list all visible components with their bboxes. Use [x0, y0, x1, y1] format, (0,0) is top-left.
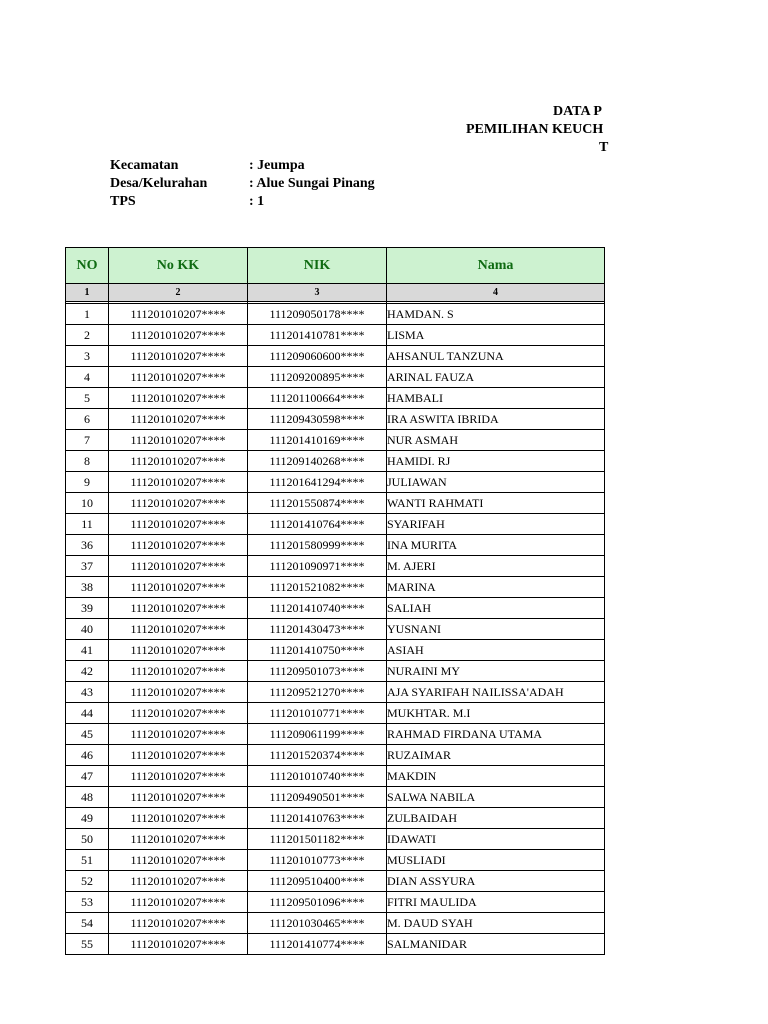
table-row — [66, 619, 605, 640]
column-number: 3 — [248, 284, 387, 302]
table-row — [66, 304, 605, 325]
nama-cell: MUSLIADI — [387, 850, 605, 871]
no-kk-cell: 111201010207**** — [109, 409, 248, 430]
row-number-cell: 37 — [66, 556, 109, 577]
nama-cell: M. AJERI — [387, 556, 605, 577]
row-number-cell: 43 — [66, 682, 109, 703]
tps-label: TPS — [110, 194, 136, 209]
nama-cell: MUKHTAR. M.I — [387, 703, 605, 724]
nik-cell: 111201550874**** — [248, 493, 387, 514]
row-number-cell: 7 — [66, 430, 109, 451]
table-body — [66, 304, 605, 955]
row-number-cell: 53 — [66, 892, 109, 913]
table-row — [66, 535, 605, 556]
nik-cell: 111201010771**** — [248, 703, 387, 724]
table-row — [66, 766, 605, 787]
row-number-cell: 3 — [66, 346, 109, 367]
row-number-cell: 4 — [66, 367, 109, 388]
row-number-cell: 41 — [66, 640, 109, 661]
column-number: 4 — [387, 284, 605, 302]
table-row — [66, 388, 605, 409]
nama-cell: HAMDAN. S — [387, 304, 605, 325]
table-row — [66, 934, 605, 955]
table-row — [66, 829, 605, 850]
nik-cell: 111201010773**** — [248, 850, 387, 871]
no-kk-cell: 111201010207**** — [109, 913, 248, 934]
table-row — [66, 892, 605, 913]
header-nama: Nama — [387, 248, 605, 284]
nik-cell: 111201010740**** — [248, 766, 387, 787]
table-row — [66, 808, 605, 829]
nama-cell: RAHMAD FIRDANA UTAMA — [387, 724, 605, 745]
table-row — [66, 598, 605, 619]
document-title-line-3: T — [599, 140, 609, 155]
row-number-cell: 55 — [66, 934, 109, 955]
row-number-cell: 39 — [66, 598, 109, 619]
nama-cell: SALIAH — [387, 598, 605, 619]
table-row — [66, 850, 605, 871]
nik-cell: 111201410740**** — [248, 598, 387, 619]
nama-cell: M. DAUD SYAH — [387, 913, 605, 934]
row-number-cell: 8 — [66, 451, 109, 472]
nama-cell: MAKDIN — [387, 766, 605, 787]
row-number-cell: 6 — [66, 409, 109, 430]
row-number-cell: 49 — [66, 808, 109, 829]
table-row — [66, 325, 605, 346]
nik-cell: 111209061199**** — [248, 724, 387, 745]
nama-cell: WANTI RAHMATI — [387, 493, 605, 514]
nama-cell: ZULBAIDAH — [387, 808, 605, 829]
row-number-cell: 51 — [66, 850, 109, 871]
desa-row — [110, 175, 375, 193]
table-row — [66, 493, 605, 514]
table-row — [66, 640, 605, 661]
nama-cell: ASIAH — [387, 640, 605, 661]
nik-cell: 111209060600**** — [248, 346, 387, 367]
document-title-line-2: PEMILIHAN KEUCH — [466, 122, 604, 137]
nik-cell: 111201580999**** — [248, 535, 387, 556]
table-row — [66, 787, 605, 808]
table-row — [66, 346, 605, 367]
nik-cell: 111209140268**** — [248, 451, 387, 472]
tps-value: : 1 — [249, 194, 265, 209]
no-kk-cell: 111201010207**** — [109, 661, 248, 682]
location-info — [110, 157, 375, 211]
table-row — [66, 745, 605, 766]
no-kk-cell: 111201010207**** — [109, 808, 248, 829]
nama-cell: AHSANUL TANZUNA — [387, 346, 605, 367]
no-kk-cell: 111201010207**** — [109, 430, 248, 451]
nama-cell: MARINA — [387, 577, 605, 598]
no-kk-cell: 111201010207**** — [109, 682, 248, 703]
document-title-line-1: DATA P — [553, 104, 602, 119]
nik-cell: 111209200895**** — [248, 367, 387, 388]
nama-cell: SALWA NABILA — [387, 787, 605, 808]
nik-cell: 111209501096**** — [248, 892, 387, 913]
nama-cell: SALMANIDAR — [387, 934, 605, 955]
nik-cell: 111201030465**** — [248, 913, 387, 934]
row-number-cell: 45 — [66, 724, 109, 745]
no-kk-cell: 111201010207**** — [109, 724, 248, 745]
nik-cell: 111201410169**** — [248, 430, 387, 451]
row-number-cell: 54 — [66, 913, 109, 934]
row-number-cell: 47 — [66, 766, 109, 787]
row-number-cell: 9 — [66, 472, 109, 493]
nama-cell: IDAWATI — [387, 829, 605, 850]
no-kk-cell: 111201010207**** — [109, 535, 248, 556]
no-kk-cell: 111201010207**** — [109, 556, 248, 577]
no-kk-cell: 111201010207**** — [109, 703, 248, 724]
row-number-cell: 40 — [66, 619, 109, 640]
nama-cell: HAMBALI — [387, 388, 605, 409]
nik-cell: 111209510400**** — [248, 871, 387, 892]
table-row — [66, 514, 605, 535]
nama-cell: YUSNANI — [387, 619, 605, 640]
kecamatan-label: Kecamatan — [110, 158, 179, 173]
nama-cell: HAMIDI. RJ — [387, 451, 605, 472]
table-row — [66, 556, 605, 577]
row-number-cell: 10 — [66, 493, 109, 514]
voter-table — [65, 247, 605, 955]
no-kk-cell: 111201010207**** — [109, 892, 248, 913]
no-kk-cell: 111201010207**** — [109, 367, 248, 388]
no-kk-cell: 111201010207**** — [109, 577, 248, 598]
nik-cell: 111201100664**** — [248, 388, 387, 409]
no-kk-cell: 111201010207**** — [109, 787, 248, 808]
nik-cell: 111209521270**** — [248, 682, 387, 703]
desa-value: : Alue Sungai Pinang — [249, 176, 375, 191]
row-number-cell: 44 — [66, 703, 109, 724]
table-row — [66, 724, 605, 745]
row-number-cell: 46 — [66, 745, 109, 766]
nik-cell: 111201410750**** — [248, 640, 387, 661]
no-kk-cell: 111201010207**** — [109, 934, 248, 955]
nik-cell: 111209050178**** — [248, 304, 387, 325]
no-kk-cell: 111201010207**** — [109, 472, 248, 493]
column-number-row — [66, 284, 605, 302]
nik-cell: 111201410781**** — [248, 325, 387, 346]
no-kk-cell: 111201010207**** — [109, 871, 248, 892]
no-kk-cell: 111201010207**** — [109, 304, 248, 325]
no-kk-cell: 111201010207**** — [109, 325, 248, 346]
no-kk-cell: 111201010207**** — [109, 619, 248, 640]
no-kk-cell: 111201010207**** — [109, 451, 248, 472]
nik-cell: 111201410764**** — [248, 514, 387, 535]
nama-cell: IRA ASWITA IBRIDA — [387, 409, 605, 430]
table-row — [66, 472, 605, 493]
row-number-cell: 2 — [66, 325, 109, 346]
nama-cell: DIAN ASSYURA — [387, 871, 605, 892]
nik-cell: 111201090971**** — [248, 556, 387, 577]
nama-cell: INA MURITA — [387, 535, 605, 556]
table-row — [66, 409, 605, 430]
column-number: 2 — [109, 284, 248, 302]
row-number-cell: 50 — [66, 829, 109, 850]
nik-cell: 111201521082**** — [248, 577, 387, 598]
row-number-cell: 38 — [66, 577, 109, 598]
table-row — [66, 451, 605, 472]
nik-cell: 111209501073**** — [248, 661, 387, 682]
no-kk-cell: 111201010207**** — [109, 766, 248, 787]
header-nik: NIK — [248, 248, 387, 284]
table-header-row — [66, 248, 605, 284]
no-kk-cell: 111201010207**** — [109, 745, 248, 766]
nama-cell: FITRI MAULIDA — [387, 892, 605, 913]
table-row — [66, 703, 605, 724]
row-number-cell: 11 — [66, 514, 109, 535]
table-row — [66, 430, 605, 451]
no-kk-cell: 111201010207**** — [109, 346, 248, 367]
row-number-cell: 36 — [66, 535, 109, 556]
kecamatan-value: : Jeumpa — [249, 158, 305, 173]
nama-cell: SYARIFAH — [387, 514, 605, 535]
nama-cell: NURAINI MY — [387, 661, 605, 682]
no-kk-cell: 111201010207**** — [109, 514, 248, 535]
nama-cell: ARINAL FAUZA — [387, 367, 605, 388]
nik-cell: 111209430598**** — [248, 409, 387, 430]
no-kk-cell: 111201010207**** — [109, 640, 248, 661]
row-number-cell: 5 — [66, 388, 109, 409]
table-row — [66, 682, 605, 703]
nik-cell: 111201641294**** — [248, 472, 387, 493]
nik-cell: 111201410763**** — [248, 808, 387, 829]
nama-cell: NUR ASMAH — [387, 430, 605, 451]
row-number-cell: 1 — [66, 304, 109, 325]
kecamatan-row — [110, 157, 375, 175]
nama-cell: AJA SYARIFAH NAILISSA'ADAH — [387, 682, 605, 703]
nama-cell: LISMA — [387, 325, 605, 346]
row-number-cell: 48 — [66, 787, 109, 808]
table-row — [66, 871, 605, 892]
nik-cell: 111201410774**** — [248, 934, 387, 955]
no-kk-cell: 111201010207**** — [109, 829, 248, 850]
column-number: 1 — [66, 284, 109, 302]
table-row — [66, 913, 605, 934]
no-kk-cell: 111201010207**** — [109, 598, 248, 619]
no-kk-cell: 111201010207**** — [109, 493, 248, 514]
header-no-kk: No KK — [109, 248, 248, 284]
nama-cell: JULIAWAN — [387, 472, 605, 493]
nik-cell: 111209490501**** — [248, 787, 387, 808]
nik-cell: 111201430473**** — [248, 619, 387, 640]
table-row — [66, 367, 605, 388]
table-row — [66, 661, 605, 682]
row-number-cell: 42 — [66, 661, 109, 682]
tps-row — [110, 193, 375, 211]
nik-cell: 111201501182**** — [248, 829, 387, 850]
table-row — [66, 577, 605, 598]
desa-label: Desa/Kelurahan — [110, 176, 208, 191]
nik-cell: 111201520374**** — [248, 745, 387, 766]
row-number-cell: 52 — [66, 871, 109, 892]
header-no: NO — [66, 248, 109, 284]
no-kk-cell: 111201010207**** — [109, 388, 248, 409]
nama-cell: RUZAIMAR — [387, 745, 605, 766]
no-kk-cell: 111201010207**** — [109, 850, 248, 871]
